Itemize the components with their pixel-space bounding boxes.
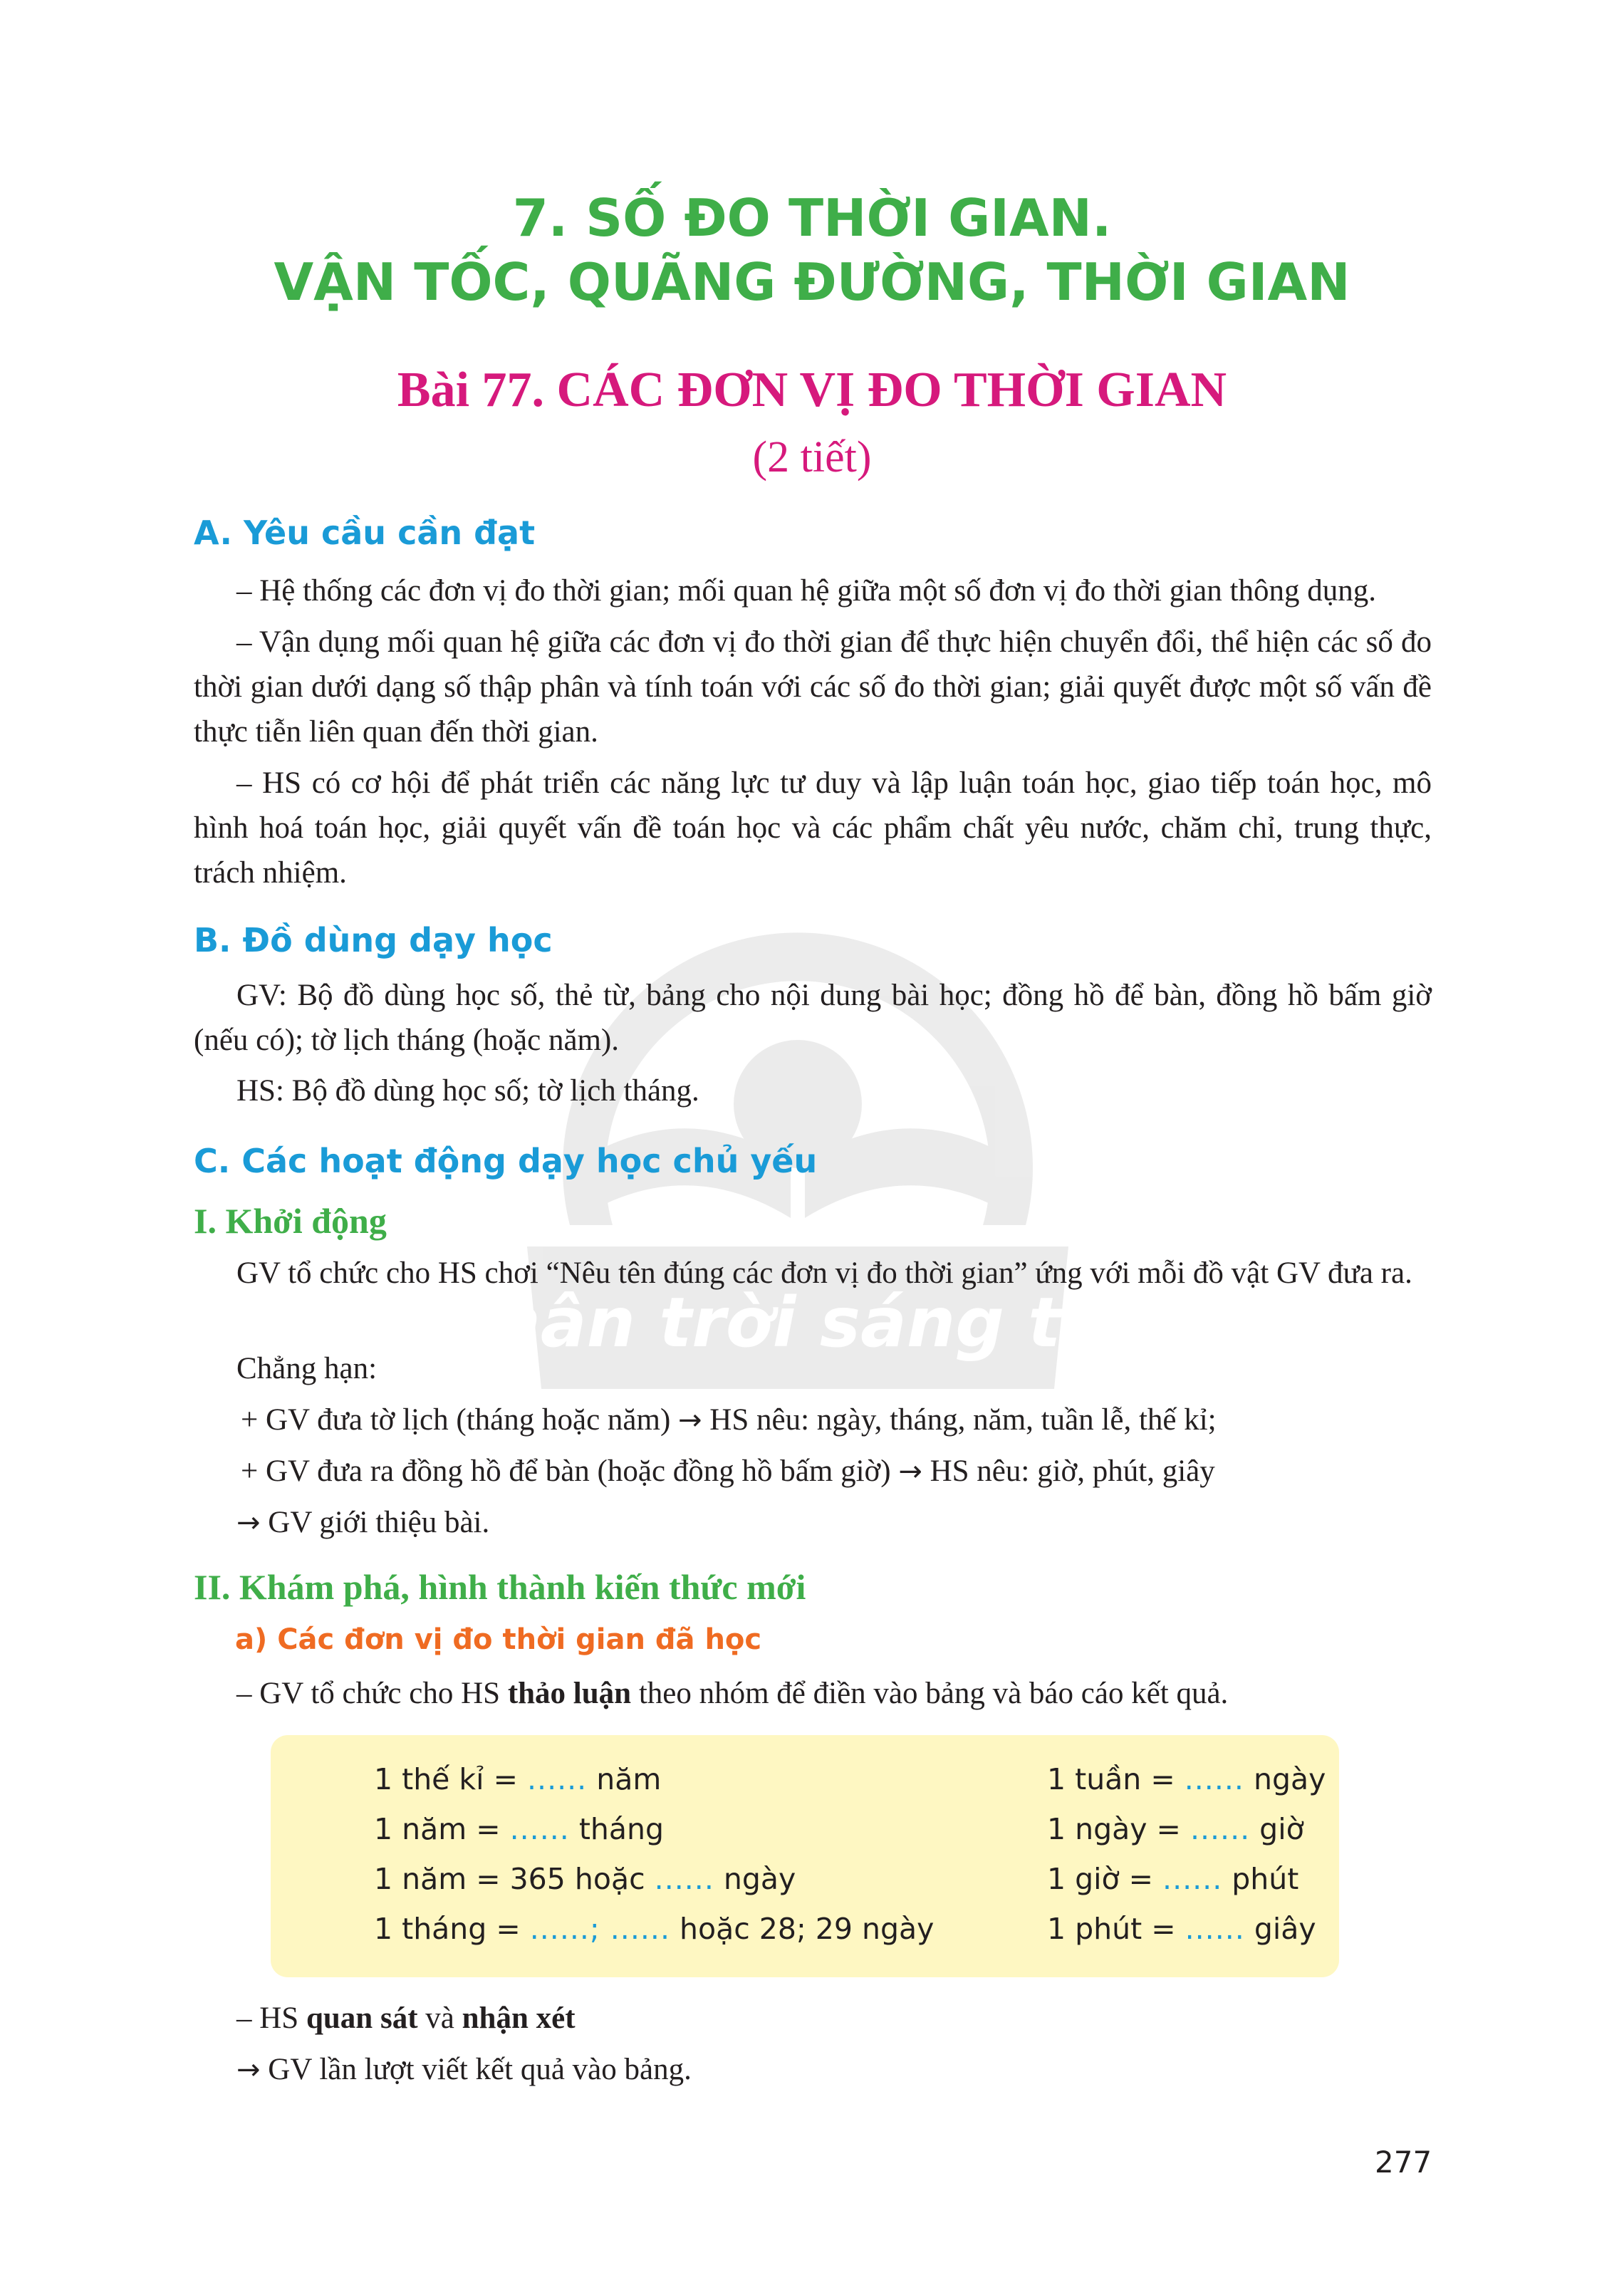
section-a-paragraph-3: – HS có cơ hội để phát triển các năng lực tư duy và lập luận toán học, giao tiếp toán học, mô hình hoá toán học, giải quyết vấn đề toán học và các phẩm chất yêu nước, chăm chỉ, trung thực, trách nhiệm. <box>194 766 1432 890</box>
time-units-box <box>271 1735 1339 1977</box>
table-right-row-4: 1 phút = ...... giây <box>1047 1912 1316 1946</box>
fill-blank: ...... <box>1184 1762 1244 1796</box>
task-suffix: theo nhóm để điền vào bảng và báo cáo kết quả. <box>631 1677 1229 1710</box>
fill-blank: ...... <box>654 1862 714 1896</box>
section-a-paragraph-1: – Hệ thống các đơn vị đo thời gian; mối quan hệ giữa một số đơn vị đo thời gian thông dụng. <box>236 574 1376 608</box>
part-2-heading: II. Khám phá, hình thành kiến thức mới <box>194 1567 806 1607</box>
section-b-heading: B. Đồ dùng dạy học <box>194 921 553 959</box>
example-label: Chẳng hạn: <box>236 1352 378 1385</box>
section-b-paragraph-2: HS: Bộ đồ dùng học số; tờ lịch tháng. <box>236 1074 699 1108</box>
example-item-1-action: + GV đưa tờ lịch (tháng hoặc năm) <box>241 1403 671 1437</box>
example-item-2 <box>241 1449 1215 1494</box>
section-c-heading: C. Các hoạt động dạy học chủ yếu <box>194 1142 818 1180</box>
arrow-icon: → <box>236 2053 261 2086</box>
example-item-2-response: HS nêu: giờ, phút, giây <box>930 1454 1215 1488</box>
fill-blank: ...... <box>527 1762 588 1796</box>
table-left-row-1: 1 thế kỉ = ...... năm <box>374 1762 662 1796</box>
table-left-row-2: 1 năm = ...... tháng <box>374 1812 665 1846</box>
section-a-paragraph-2: – Vận dụng mối quan hệ giữa các đơn vị đo thời gian để thực hiện chuyển đổi, thể hiện các số đo thời gian dưới dạng số thập phân và tính toán với các số đo thời gian; giải quyết được một số vấn đề thực tiễn liên quan đến thời gian. <box>194 625 1432 749</box>
fill-blank: ...... <box>509 1812 570 1846</box>
fill-blank: ...... <box>1190 1812 1251 1846</box>
section-b-paragraph-1: GV: Bộ đồ dùng học số, thẻ từ, bảng cho nội dung bài học; đồng hồ để bàn, đồng hồ bấm giờ (nếu có); tờ lịch tháng (hoặc năm). <box>194 979 1432 1057</box>
lesson-duration: (2 tiết) <box>752 433 872 481</box>
arrow-icon: → <box>678 1404 702 1437</box>
watermark-text: Chân trời sáng tạo <box>442 1283 1154 1363</box>
example-item-1 <box>241 1397 1217 1443</box>
table-left-row-3: 1 năm = 365 hoặc ...... ngày <box>374 1862 796 1896</box>
result-text: GV lần lượt viết kết quả vào bảng. <box>268 2053 692 2086</box>
fill-blank: ......; ...... <box>529 1912 670 1946</box>
task-bold-word: thảo luận <box>507 1677 632 1710</box>
part-1-paragraph: GV tổ chức cho HS chơi “Nêu tên đúng các đơn vị đo thời gian” ứng với mỗi đồ vật GV đưa ra. <box>236 1256 1412 1290</box>
page-number: 277 <box>1375 2145 1432 2180</box>
part-1-heading: I. Khởi động <box>194 1201 387 1241</box>
intro-text: GV giới thiệu bài. <box>268 1506 490 1539</box>
intro-line <box>236 1500 489 1546</box>
subsection-a-heading: a) Các đơn vị đo thời gian đã học <box>235 1623 762 1656</box>
lesson-title: Bài 77. CÁC ĐƠN VỊ ĐO THỜI GIAN <box>397 363 1227 417</box>
example-item-2-action: + GV đưa ra đồng hồ để bàn (hoặc đồng hồ bấm giờ) <box>241 1454 891 1488</box>
arrow-icon: → <box>236 1506 261 1539</box>
chapter-title-line1: 7. SỐ ĐO THỜI GIAN. <box>512 188 1112 248</box>
observation-line: – HS quan sát và nhận xét <box>236 2001 576 2035</box>
comment-bold: nhận xét <box>462 2001 576 2035</box>
task-prefix: – GV tổ chức cho HS <box>236 1677 508 1710</box>
chapter-title-line2: VẬN TỐC, QUÃNG ĐƯỜNG, THỜI GIAN <box>274 252 1350 312</box>
fill-blank: ...... <box>1162 1862 1223 1896</box>
table-left-row-4: 1 tháng = ......; ...... hoặc 28; 29 ngày <box>374 1912 935 1946</box>
fill-blank: ...... <box>1185 1912 1245 1946</box>
observe-bold: quan sát <box>306 2001 418 2035</box>
table-right-row-3: 1 giờ = ...... phút <box>1047 1862 1299 1896</box>
example-item-1-response: HS nêu: ngày, tháng, năm, tuần lễ, thế kỉ; <box>709 1403 1217 1437</box>
result-line <box>236 2047 692 2093</box>
arrow-icon: → <box>898 1455 922 1488</box>
task-line <box>236 1671 1228 1716</box>
table-right-row-2: 1 ngày = ...... giờ <box>1047 1812 1304 1846</box>
section-a-heading: A. Yêu cầu cần đạt <box>194 514 536 552</box>
table-right-row-1: 1 tuần = ...... ngày <box>1047 1762 1326 1796</box>
